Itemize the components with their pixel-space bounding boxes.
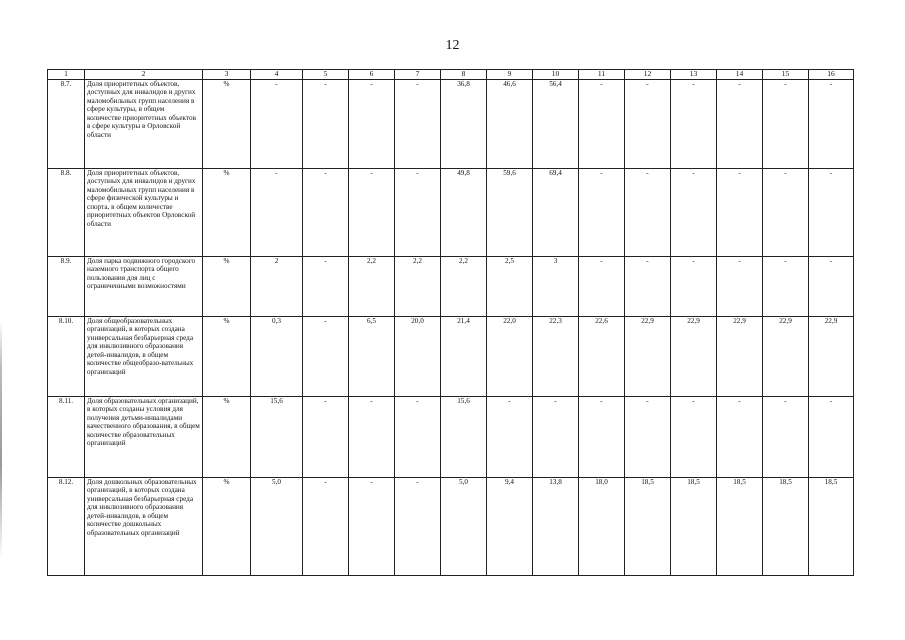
indicator-description: Доля парка подвижного городского наземного транспорта общего пользования для лиц с ограниченными возможностями — [85, 256, 203, 316]
header-cell: 14 — [717, 70, 763, 80]
value-cell: - — [809, 79, 854, 168]
value-cell: - — [395, 168, 441, 256]
value-cell: - — [809, 396, 854, 477]
header-cell: 6 — [349, 70, 395, 80]
value-cell: 18,5 — [763, 477, 809, 575]
value-cell: - — [251, 79, 303, 168]
table-row — [48, 256, 854, 316]
value-cell: 21,4 — [441, 316, 487, 396]
scan-edge-mark — [0, 320, 2, 560]
value-cell: - — [763, 396, 809, 477]
row-number: 8.7. — [48, 79, 85, 168]
value-cell: - — [303, 316, 349, 396]
header-cell: 8 — [441, 70, 487, 80]
row-number: 8.10. — [48, 316, 85, 396]
value-cell: 2,2 — [395, 256, 441, 316]
value-cell: 46,6 — [487, 79, 533, 168]
value-cell: - — [579, 168, 625, 256]
header-cell: 2 — [85, 70, 203, 80]
value-cell: 9,4 — [487, 477, 533, 575]
table-row — [48, 396, 854, 477]
unit-cell: % — [203, 396, 251, 477]
row-number: 8.11. — [48, 396, 85, 477]
value-cell: - — [579, 396, 625, 477]
value-cell: 15,6 — [251, 396, 303, 477]
value-cell: - — [625, 256, 671, 316]
value-cell: - — [717, 168, 763, 256]
value-cell: 13,8 — [533, 477, 579, 575]
value-cell: 18,5 — [809, 477, 854, 575]
value-cell: 18,0 — [579, 477, 625, 575]
indicator-description: Доля общеобразовательных организаций, в которых создана универсальная безбарьерная среда для инклюзивного образования детей-инвалидов, в общем количестве общеобразо-вательных организаций — [85, 316, 203, 396]
unit-cell: % — [203, 316, 251, 396]
indicator-table — [47, 69, 854, 576]
value-cell: 22,0 — [487, 316, 533, 396]
table-row — [48, 477, 854, 575]
header-cell: 16 — [809, 70, 854, 80]
value-cell: 2,5 — [487, 256, 533, 316]
value-cell: - — [763, 79, 809, 168]
value-cell: - — [349, 396, 395, 477]
row-number: 8.8. — [48, 168, 85, 256]
unit-cell: % — [203, 477, 251, 575]
header-cell: 12 — [625, 70, 671, 80]
value-cell: - — [303, 396, 349, 477]
value-cell: - — [579, 256, 625, 316]
indicator-description: Доля дошкольных образовательных организаций, в которых создана универсальная безбарьерная среда для инклюзивного образования детей-инвалидов, в общем количестве дошкольных образовательных организаций — [85, 477, 203, 575]
value-cell: - — [763, 256, 809, 316]
value-cell: - — [487, 396, 533, 477]
value-cell: 20,0 — [395, 316, 441, 396]
table-row — [48, 79, 854, 168]
value-cell: - — [395, 477, 441, 575]
value-cell: 6,5 — [349, 316, 395, 396]
header-cell: 9 — [487, 70, 533, 80]
value-cell: - — [625, 168, 671, 256]
value-cell: 2,2 — [349, 256, 395, 316]
value-cell: - — [671, 396, 717, 477]
value-cell: - — [303, 168, 349, 256]
value-cell: 18,5 — [671, 477, 717, 575]
value-cell: 22,9 — [717, 316, 763, 396]
value-cell: 18,5 — [717, 477, 763, 575]
header-cell: 3 — [203, 70, 251, 80]
header-cell: 4 — [251, 70, 303, 80]
row-number: 8.12. — [48, 477, 85, 575]
value-cell: - — [625, 396, 671, 477]
table-row — [48, 168, 854, 256]
indicator-description: Доля приоритетных объектов, доступных для инвалидов и других маломобильных групп населения в сфере физической культуры и спорта, в общем количестве приоритетных объектов Орловской области — [85, 168, 203, 256]
value-cell: 3 — [533, 256, 579, 316]
value-cell: 69,4 — [533, 168, 579, 256]
value-cell: - — [809, 256, 854, 316]
table-row — [48, 316, 854, 396]
value-cell: 5,0 — [441, 477, 487, 575]
value-cell: 2 — [251, 256, 303, 316]
value-cell: - — [717, 79, 763, 168]
value-cell: 56,4 — [533, 79, 579, 168]
value-cell: 5,0 — [251, 477, 303, 575]
value-cell: - — [625, 79, 671, 168]
value-cell: 22,6 — [579, 316, 625, 396]
value-cell: 22,9 — [625, 316, 671, 396]
value-cell: 0,3 — [251, 316, 303, 396]
indicator-description: Доля приоритетных объектов, доступных для инвалидов и других маломобильных групп населения в сфере культуры, в общем количестве приоритетных объектов в сфере культуры в Орловской области — [85, 79, 203, 168]
value-cell: - — [717, 256, 763, 316]
value-cell: - — [533, 396, 579, 477]
value-cell: - — [395, 396, 441, 477]
unit-cell: % — [203, 79, 251, 168]
value-cell: - — [251, 168, 303, 256]
header-cell: 13 — [671, 70, 717, 80]
header-cell: 10 — [533, 70, 579, 80]
value-cell: - — [395, 79, 441, 168]
header-cell: 7 — [395, 70, 441, 80]
value-cell: 36,8 — [441, 79, 487, 168]
indicator-description: Доля образовательных организаций, в которых созданы условия для получения детьми-инвалидами качественного образования, в общем количестве образовательных организаций — [85, 396, 203, 477]
row-number: 8.9. — [48, 256, 85, 316]
value-cell: 22,9 — [763, 316, 809, 396]
value-cell: 15,6 — [441, 396, 487, 477]
value-cell: - — [303, 79, 349, 168]
page-number: 12 — [445, 38, 460, 53]
header-cell: 1 — [48, 70, 85, 80]
value-cell: 2,2 — [441, 256, 487, 316]
value-cell: - — [671, 79, 717, 168]
header-cell: 15 — [763, 70, 809, 80]
value-cell: - — [349, 477, 395, 575]
value-cell: 22,3 — [533, 316, 579, 396]
value-cell: - — [579, 79, 625, 168]
value-cell: 22,9 — [809, 316, 854, 396]
value-cell: 18,5 — [625, 477, 671, 575]
header-cell: 5 — [303, 70, 349, 80]
value-cell: - — [809, 168, 854, 256]
header-row — [48, 70, 854, 80]
value-cell: - — [303, 477, 349, 575]
value-cell: - — [349, 168, 395, 256]
value-cell: - — [671, 256, 717, 316]
value-cell: - — [763, 168, 809, 256]
value-cell: - — [671, 168, 717, 256]
value-cell: 22,9 — [671, 316, 717, 396]
header-cell: 11 — [579, 70, 625, 80]
value-cell: 49,8 — [441, 168, 487, 256]
unit-cell: % — [203, 168, 251, 256]
value-cell: - — [717, 396, 763, 477]
value-cell: 59,6 — [487, 168, 533, 256]
value-cell: - — [303, 256, 349, 316]
value-cell: - — [349, 79, 395, 168]
unit-cell: % — [203, 256, 251, 316]
